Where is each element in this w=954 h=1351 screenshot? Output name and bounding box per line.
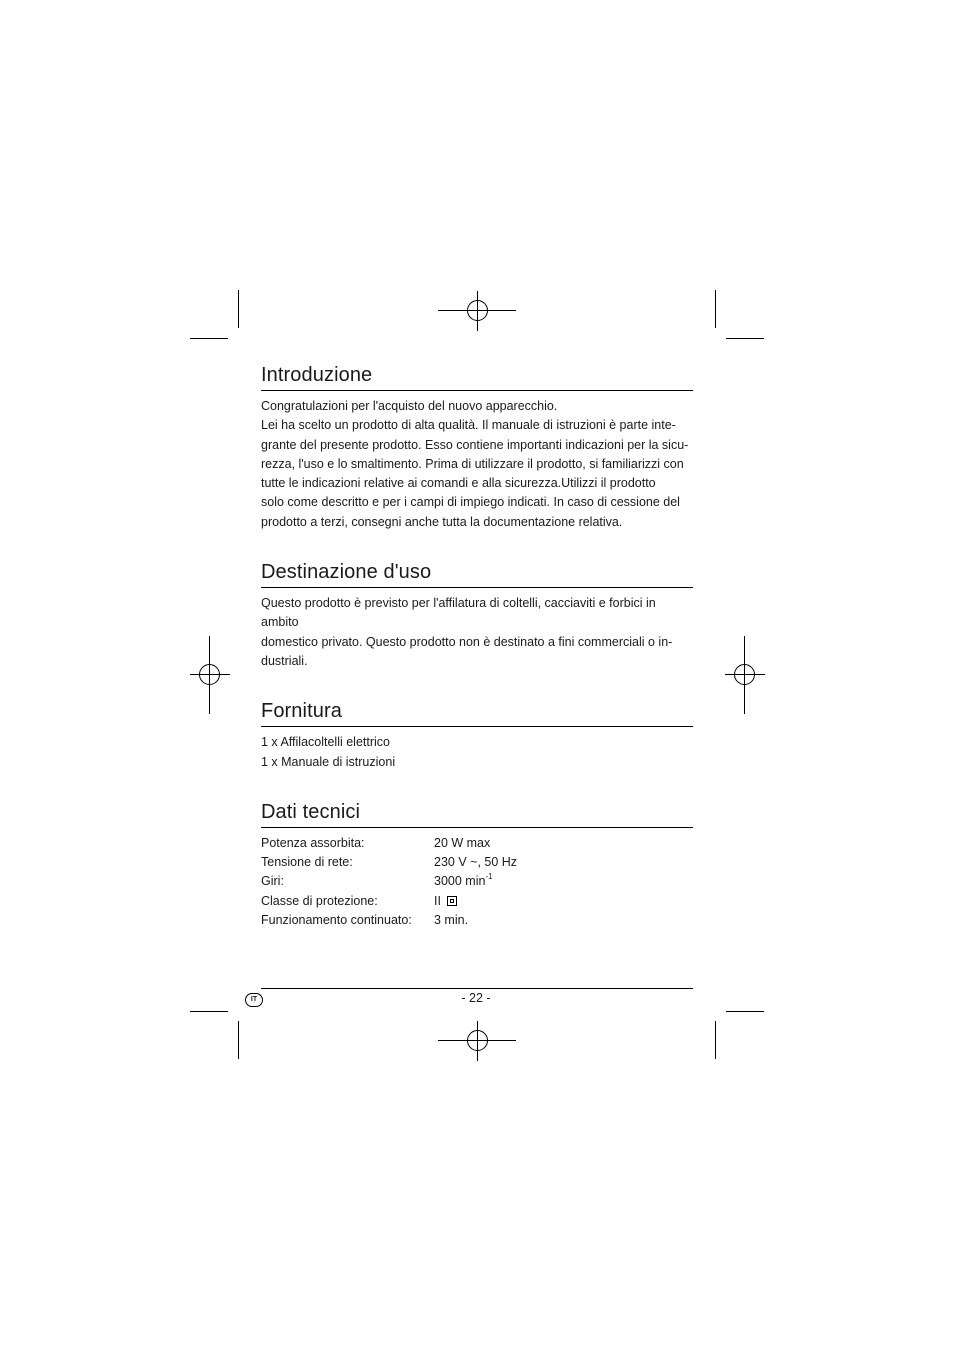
crop-mark-top-left-v: [238, 290, 239, 328]
spec-value: 20 W max: [434, 835, 491, 850]
section-body: [261, 397, 693, 532]
section-body: [261, 733, 693, 772]
crop-mark-top-right-v: [715, 290, 716, 328]
list-item: 1 x Manuale di istruzioni: [261, 754, 396, 769]
spec-value-exponent: -1: [485, 872, 493, 882]
spec-label: Classe di protezione:: [261, 893, 378, 908]
paragraph-line: tutte le indicazioni relative ai comandi e alla sicurezza.Utilizzi il prodotto: [261, 476, 656, 491]
spec-row: [261, 872, 693, 891]
list-item: 1 x Affilacoltelli elettrico: [261, 735, 390, 750]
crop-mark-bottom-right-h: [726, 1011, 764, 1012]
language-badge: IT: [245, 993, 263, 1007]
section-body: [261, 594, 693, 671]
registration-mark-left-icon: [190, 636, 230, 714]
spec-value: 230 V ~, 50 Hz: [434, 855, 518, 870]
registration-mark-right-icon: [725, 636, 765, 714]
section-title: Fornitura: [261, 698, 693, 727]
paragraph-line: Congratulazioni per l'acquisto del nuovo apparecchio.: [261, 399, 558, 413]
spec-label: Giri:: [261, 874, 284, 889]
section-destinazione: [261, 559, 693, 671]
spec-row: [261, 892, 693, 911]
paragraph-line: Questo prodotto è previsto per l'affilatura di coltelli, cacciaviti e forbici in ambito: [261, 596, 656, 630]
section-title: Dati tecnici: [261, 799, 693, 828]
paragraph-line: solo come descritto e per i campi di impiego indicati. In caso di cessione del: [261, 495, 680, 510]
spec-value-group: [434, 872, 493, 891]
spec-value: 3000 min: [434, 874, 486, 889]
spec-label: Potenza assorbita:: [261, 835, 365, 850]
page-number: - 22 -: [461, 991, 491, 1005]
spec-label: Tensione di rete:: [261, 855, 353, 870]
page-content: [261, 362, 693, 930]
spec-row: [261, 853, 693, 872]
crop-mark-bottom-left-v: [238, 1021, 239, 1059]
footer-divider: [261, 988, 693, 989]
spec-label: Funzionamento continuato:: [261, 913, 412, 928]
crop-mark-top-right-h: [726, 338, 764, 339]
spec-row: [261, 911, 693, 930]
crop-mark-bottom-right-v: [715, 1021, 716, 1059]
paragraph-line: prodotto a terzi, consegni anche tutta la documentazione relativa.: [261, 514, 623, 529]
specs-table: [261, 834, 693, 930]
paragraph-line: domestico privato. Questo prodotto non è destinato a fini commerciali o in-: [261, 634, 673, 649]
registration-mark-top-icon: [438, 291, 516, 331]
paragraph-line: Lei ha scelto un prodotto di alta qualità. Il manuale di istruzioni è parte inte-: [261, 418, 676, 433]
section-fornitura: [261, 698, 693, 772]
paragraph-line: grante del presente prodotto. Esso contiene importanti indicazioni per la sicu-: [261, 437, 689, 452]
spec-value-group: [434, 892, 457, 911]
paragraph-line: dustriali.: [261, 653, 308, 668]
paragraph-line: rezza, l'uso e lo smaltimento. Prima di utilizzare il prodotto, si familiarizzi con: [261, 456, 684, 471]
spec-row: [261, 834, 693, 853]
section-title: Introduzione: [261, 362, 693, 391]
spec-value: II: [434, 893, 441, 908]
section-title: Destinazione d'uso: [261, 559, 693, 588]
section-introduzione: [261, 362, 693, 532]
protection-class-ii-icon: [447, 896, 457, 906]
section-dati-tecnici: [261, 799, 693, 930]
spec-value: 3 min.: [434, 913, 469, 928]
crop-mark-top-left-h: [190, 338, 228, 339]
registration-mark-bottom-icon: [438, 1021, 516, 1061]
crop-mark-bottom-left-h: [190, 1011, 228, 1012]
